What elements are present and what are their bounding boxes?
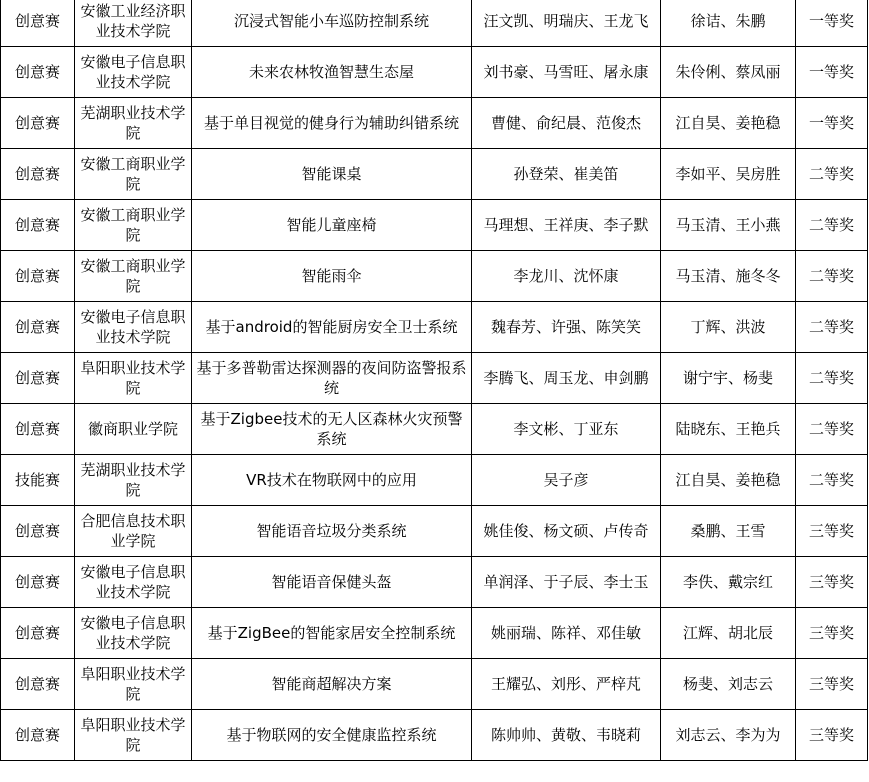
students-cell: 刘书豪、马雪旺、屠永康 (472, 47, 661, 98)
competition-type-cell: 创意赛 (1, 200, 75, 251)
competition-type-cell: 创意赛 (1, 353, 75, 404)
school-cell: 安徽电子信息职业技术学院 (75, 557, 192, 608)
teachers-cell: 谢宁宇、杨斐 (661, 353, 796, 404)
project-cell: 基于Zigbee技术的无人区森林火灾预警系统 (192, 404, 472, 455)
table-row (1, 353, 868, 404)
award-cell: 二等奖 (796, 251, 868, 302)
award-cell: 三等奖 (796, 608, 868, 659)
competition-type-cell: 创意赛 (1, 659, 75, 710)
school-cell: 阜阳职业技术学院 (75, 353, 192, 404)
teachers-cell: 李佚、戴宗红 (661, 557, 796, 608)
teachers-cell: 马玉清、王小燕 (661, 200, 796, 251)
competition-type-cell: 创意赛 (1, 506, 75, 557)
students-cell: 姚佳俊、杨文硕、卢传奇 (472, 506, 661, 557)
teachers-cell: 陆晓东、王艳兵 (661, 404, 796, 455)
award-cell: 三等奖 (796, 506, 868, 557)
students-cell: 魏春芳、许强、陈笑笑 (472, 302, 661, 353)
table-row (1, 659, 868, 710)
project-cell: 智能雨伞 (192, 251, 472, 302)
project-cell: 沉浸式智能小车巡防控制系统 (192, 0, 472, 47)
table-row (1, 149, 868, 200)
competition-type-cell: 创意赛 (1, 404, 75, 455)
competition-type-cell: 创意赛 (1, 710, 75, 761)
award-cell: 二等奖 (796, 200, 868, 251)
table-row (1, 506, 868, 557)
award-cell: 一等奖 (796, 47, 868, 98)
school-cell: 芜湖职业技术学院 (75, 98, 192, 149)
project-cell: 基于单目视觉的健身行为辅助纠错系统 (192, 98, 472, 149)
students-cell: 李龙川、沈怀康 (472, 251, 661, 302)
students-cell: 姚丽瑞、陈祥、邓佳敏 (472, 608, 661, 659)
students-cell: 陈帅帅、黄敬、韦晓莉 (472, 710, 661, 761)
project-cell: 基于ZigBee的智能家居安全控制系统 (192, 608, 472, 659)
competition-type-cell: 技能赛 (1, 455, 75, 506)
table-row (1, 251, 868, 302)
award-cell: 二等奖 (796, 302, 868, 353)
project-cell: 智能语音保健头盔 (192, 557, 472, 608)
project-cell: 智能语音垃圾分类系统 (192, 506, 472, 557)
competition-type-cell: 创意赛 (1, 47, 75, 98)
students-cell: 曹健、俞纪晨、范俊杰 (472, 98, 661, 149)
project-cell: 智能课桌 (192, 149, 472, 200)
award-cell: 三等奖 (796, 659, 868, 710)
table-row (1, 455, 868, 506)
award-cell: 三等奖 (796, 557, 868, 608)
project-cell: 基于多普勒雷达探测器的夜间防盗警报系统 (192, 353, 472, 404)
school-cell: 阜阳职业技术学院 (75, 659, 192, 710)
teachers-cell: 刘志云、李为为 (661, 710, 796, 761)
teachers-cell: 江辉、胡北辰 (661, 608, 796, 659)
school-cell: 阜阳职业技术学院 (75, 710, 192, 761)
teachers-cell: 江自昊、姜艳稳 (661, 98, 796, 149)
teachers-cell: 桑鹏、王雪 (661, 506, 796, 557)
table-row (1, 0, 868, 47)
award-cell: 一等奖 (796, 0, 868, 47)
table-row (1, 302, 868, 353)
teachers-cell: 徐诘、朱鹏 (661, 0, 796, 47)
table-row (1, 47, 868, 98)
competition-type-cell: 创意赛 (1, 149, 75, 200)
competition-type-cell: 创意赛 (1, 557, 75, 608)
school-cell: 安徽电子信息职业技术学院 (75, 608, 192, 659)
table-row (1, 608, 868, 659)
students-cell: 吴子彦 (472, 455, 661, 506)
table-row (1, 200, 868, 251)
project-cell: 智能商超解决方案 (192, 659, 472, 710)
competition-type-cell: 创意赛 (1, 302, 75, 353)
project-cell: 未来农林牧渔智慧生态屋 (192, 47, 472, 98)
award-cell: 二等奖 (796, 149, 868, 200)
teachers-cell: 李如平、吴房胜 (661, 149, 796, 200)
competition-type-cell: 创意赛 (1, 98, 75, 149)
students-cell: 单润泽、于子辰、李士玉 (472, 557, 661, 608)
competition-type-cell: 创意赛 (1, 0, 75, 47)
teachers-cell: 杨斐、刘志云 (661, 659, 796, 710)
school-cell: 合肥信息技术职业学院 (75, 506, 192, 557)
award-cell: 二等奖 (796, 455, 868, 506)
school-cell: 安徽工商职业学院 (75, 149, 192, 200)
school-cell: 徽商职业学院 (75, 404, 192, 455)
students-cell: 马理想、王祥庚、李子默 (472, 200, 661, 251)
school-cell: 安徽电子信息职业技术学院 (75, 47, 192, 98)
students-cell: 汪文凯、明瑞庆、王龙飞 (472, 0, 661, 47)
teachers-cell: 丁辉、洪波 (661, 302, 796, 353)
students-cell: 王耀弘、刘彤、严梓芃 (472, 659, 661, 710)
award-cell: 三等奖 (796, 710, 868, 761)
teachers-cell: 马玉清、施冬冬 (661, 251, 796, 302)
teachers-cell: 江自昊、姜艳稳 (661, 455, 796, 506)
award-cell: 二等奖 (796, 353, 868, 404)
award-cell: 二等奖 (796, 404, 868, 455)
school-cell: 安徽工业经济职业技术学院 (75, 0, 192, 47)
project-cell: 基于android的智能厨房安全卫士系统 (192, 302, 472, 353)
students-cell: 李文彬、丁亚东 (472, 404, 661, 455)
students-cell: 李腾飞、周玉龙、申剑鹏 (472, 353, 661, 404)
award-cell: 一等奖 (796, 98, 868, 149)
competition-type-cell: 创意赛 (1, 251, 75, 302)
students-cell: 孙登荣、崔美笛 (472, 149, 661, 200)
table-row (1, 98, 868, 149)
school-cell: 芜湖职业技术学院 (75, 455, 192, 506)
table-row (1, 404, 868, 455)
project-cell: VR技术在物联网中的应用 (192, 455, 472, 506)
teachers-cell: 朱伶俐、蔡凤丽 (661, 47, 796, 98)
project-cell: 基于物联网的安全健康监控系统 (192, 710, 472, 761)
project-cell: 智能儿童座椅 (192, 200, 472, 251)
school-cell: 安徽工商职业学院 (75, 200, 192, 251)
competition-type-cell: 创意赛 (1, 608, 75, 659)
table-row (1, 557, 868, 608)
table-row (1, 710, 868, 761)
school-cell: 安徽工商职业学院 (75, 251, 192, 302)
school-cell: 安徽电子信息职业技术学院 (75, 302, 192, 353)
